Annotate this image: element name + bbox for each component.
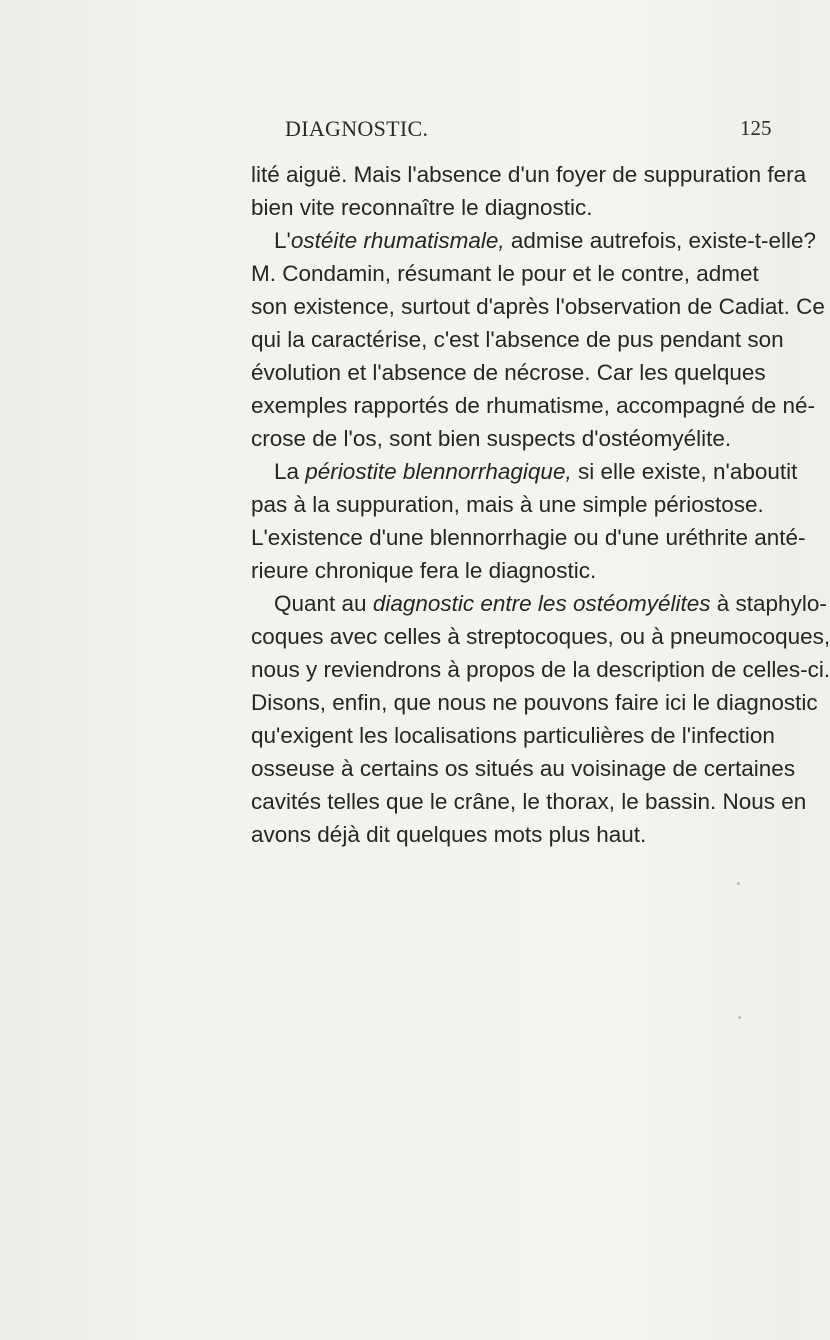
line-text: avons déjà dit quelques mots plus haut. bbox=[251, 822, 647, 847]
paper-speck bbox=[737, 882, 740, 885]
text-line bbox=[251, 191, 592, 224]
line-text: lité aiguë. Mais l'absence d'un foyer de suppuration fera bbox=[251, 162, 807, 187]
text-line bbox=[251, 158, 807, 191]
text-line bbox=[251, 422, 731, 455]
line-text: nous y reviendrons à propos de la description de celles-ci. bbox=[251, 657, 830, 682]
line-text: Quant au bbox=[274, 591, 373, 616]
line-text: M. Condamin, résumant le pour et le contre, admet bbox=[251, 261, 759, 286]
text-line bbox=[251, 389, 816, 422]
text-line bbox=[251, 653, 830, 686]
line-italic-text: périostite blennorrhagique, bbox=[305, 459, 572, 484]
page-number: 125 bbox=[740, 116, 772, 140]
line-text: osseuse à certains os situés au voisinage de certaines bbox=[251, 756, 796, 781]
text-line bbox=[251, 686, 818, 719]
line-text: évolution et l'absence de nécrose. Car les quelques bbox=[251, 360, 766, 385]
text-line bbox=[251, 488, 765, 521]
line-text: L'existence d'une blennorrhagie ou d'une uréthrite anté- bbox=[251, 525, 806, 550]
line-text: pas à la suppuration, mais à une simple périostose. bbox=[251, 492, 764, 517]
text-line bbox=[251, 785, 807, 818]
text-line bbox=[274, 587, 827, 620]
running-title: DIAGNOSTIC. bbox=[285, 116, 429, 141]
line-text: exemples rapportés de rhumatisme, accompagné de né- bbox=[251, 393, 816, 418]
text-line bbox=[251, 290, 825, 323]
text-line bbox=[251, 356, 765, 389]
line-text: à staphylo- bbox=[710, 591, 827, 616]
line-text: coques avec celles à streptocoques, ou à pneumocoques, bbox=[251, 624, 830, 649]
text-line bbox=[274, 455, 798, 488]
text-line bbox=[274, 224, 817, 257]
text-line bbox=[251, 719, 775, 752]
line-text: admise autrefois, existe-t-elle? bbox=[504, 228, 817, 253]
line-text: rieure chronique fera le diagnostic. bbox=[251, 558, 597, 583]
line-text: crose de l'os, sont bien suspects d'ostéomyélite. bbox=[251, 426, 732, 451]
text-line bbox=[251, 323, 784, 356]
line-text: qui la caractérise, c'est l'absence de pus pendant son bbox=[251, 327, 784, 352]
page-header bbox=[0, 116, 800, 150]
text-line bbox=[251, 620, 830, 653]
text-line bbox=[251, 257, 765, 290]
text-line bbox=[251, 752, 796, 785]
text-line bbox=[251, 521, 806, 554]
line-italic-text: diagnostic entre les ostéomyélites bbox=[372, 591, 711, 616]
line-text: bien vite reconnaître le diagnostic. bbox=[251, 195, 593, 220]
line-text: cavités telles que le crâne, le thorax, le bassin. Nous en bbox=[251, 789, 807, 814]
line-text: son existence, surtout d'après l'observation de Cadiat. Ce bbox=[251, 294, 825, 319]
line-text: si elle existe, n'aboutit bbox=[571, 459, 798, 484]
paper-speck bbox=[738, 1016, 741, 1019]
text-line bbox=[251, 554, 596, 587]
line-text: Disons, enfin, que nous ne pouvons faire ici le diagnostic bbox=[251, 690, 818, 715]
line-text: La bbox=[274, 459, 306, 484]
line-text: L' bbox=[274, 228, 291, 253]
line-text: qu'exigent les localisations particulières de l'infection bbox=[251, 723, 775, 748]
line-italic-text: ostéite rhumatismale, bbox=[290, 228, 505, 253]
text-line bbox=[251, 818, 646, 851]
